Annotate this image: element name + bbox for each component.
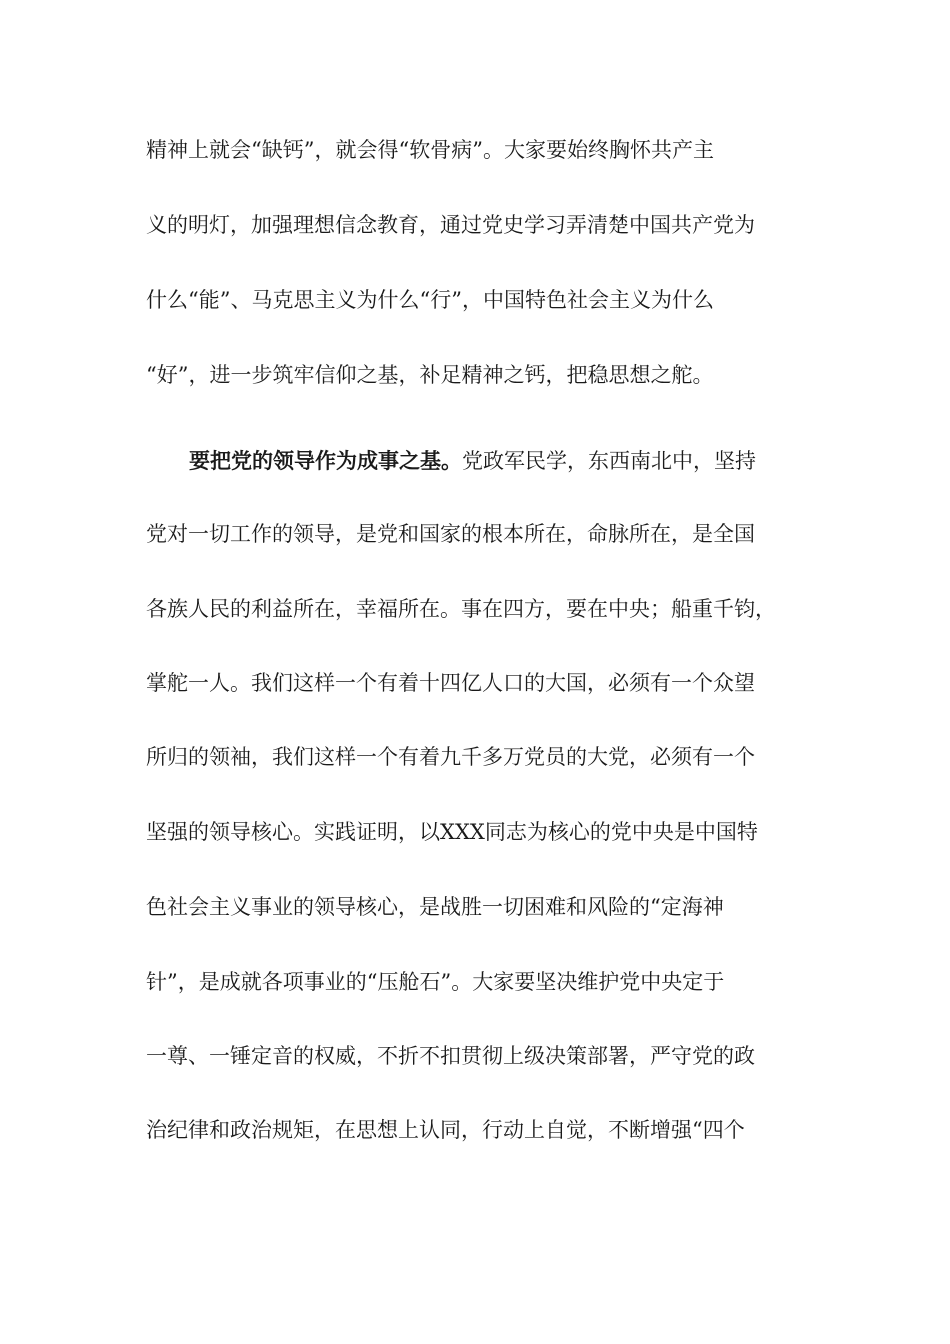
paragraph-2-first-line-text: 党政军民学，东西南北中，坚持 [462,449,756,473]
paragraph-2-line-3: 各族人民的利益所在，幸福所在。事在四方，要在中央；船重千钧， [146,597,776,621]
paragraph-2-line-6: 坚强的领导核心。实践证明，以XXX同志为核心的党中央是中国特 [146,820,758,844]
paragraph-2-line-5: 所归的领袖，我们这样一个有着九千多万党员的大党，必须有一个 [146,745,755,769]
paragraph-2-line-7: 色社会主义事业的领导核心，是战胜一切困难和风险的“定海神 [146,895,724,919]
paragraph-1-line-3: 什么“能”、马克思主义为什么“行”，中国特色社会主义为什么 [146,288,714,312]
paragraph-2-line-10: 治纪律和政治规矩，在思想上认同，行动上自觉，不断增强“四个 [146,1118,745,1142]
paragraph-1-line-1: 精神上就会“缺钙”，就会得“软骨病”。大家要始终胸怀共产主 [146,138,714,162]
paragraph-2-first-line [189,443,849,479]
paragraph-2-line-2: 党对一切工作的领导，是党和国家的根本所在，命脉所在，是全国 [146,522,755,546]
paragraph-1-line-2: 义的明灯，加强理想信念教育，通过党史学习弄清楚中国共产党为 [146,213,755,237]
paragraph-1-line-4: “好”，进一步筑牢信仰之基，补足精神之钙，把稳思想之舵。 [146,363,714,387]
paragraph-2-heading: 要把党的领导作为成事之基。 [189,448,462,473]
paragraph-2-line-4: 掌舵一人。我们这样一个有着十四亿人口的大国，必须有一个众望 [146,671,755,695]
paragraph-2-line-9: 一尊、一锤定音的权威，不折不扣贯彻上级决策部署，严守党的政 [146,1044,755,1068]
paragraph-2-line-8: 针”，是成就各项事业的“压舱石”。大家要坚决维护党中央定于 [146,970,725,994]
